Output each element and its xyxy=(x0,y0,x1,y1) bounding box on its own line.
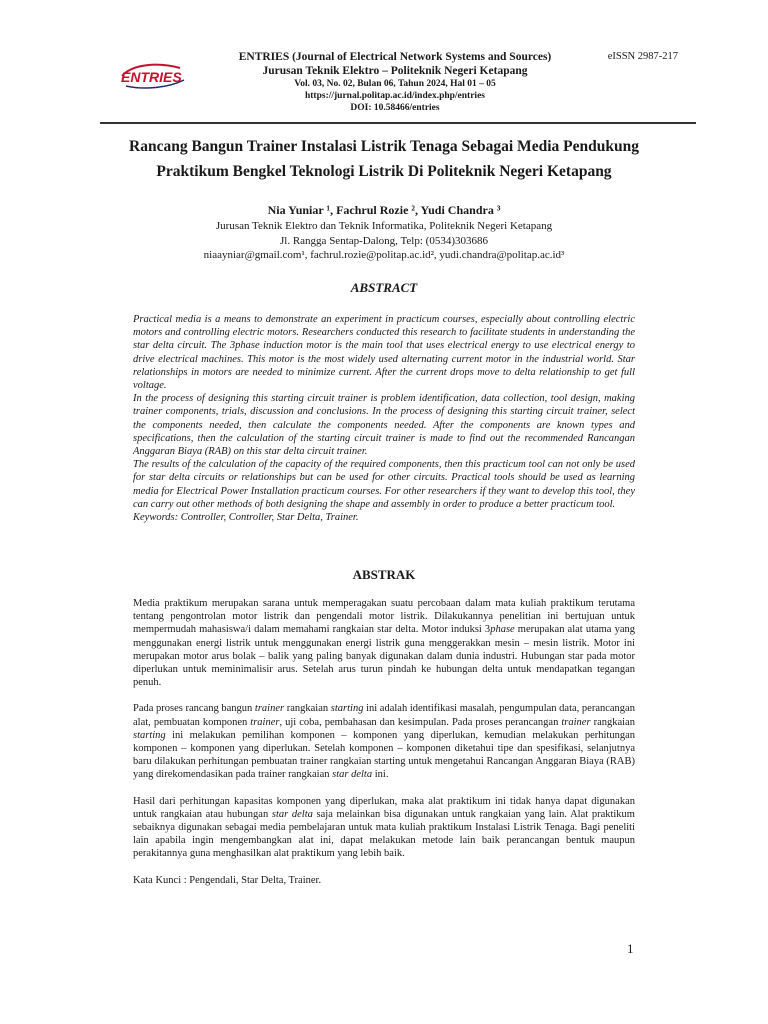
paper-title: Rancang Bangun Trainer Instalasi Listrik Tenaga Sebagai Media Pendukung Praktikum Bengkel Teknologi Listrik Di Politeknik Negeri Ketapang xyxy=(129,138,639,180)
italic-run: trainer xyxy=(250,716,280,728)
abstrak-paragraph-3 xyxy=(133,795,635,861)
journal-logo xyxy=(118,62,190,90)
abstrak-heading: ABSTRAK xyxy=(352,567,416,582)
paper-authors: Nia Yuniar ¹, Fachrul Rozie ², Yudi Chandra ³ xyxy=(267,203,501,217)
italic-run: phase xyxy=(490,624,515,636)
journal-doi: DOI: 10.58466/entries xyxy=(350,102,440,113)
page-number: 1 xyxy=(627,941,634,956)
italic-run: star delta xyxy=(271,808,313,820)
abstract-paragraph-3: The results of the calculation of the capacity of the required components, then this practicum tool can not only be used for star delta circuits or relationships but can be used for other circuits. Practical tools should be used as learning media for Electrical Power Installation practicum courses. For other researchers if they want to develop this tool, they can carry out other methods of both designing the shape and assembly in order to produce a better practicum tool. xyxy=(133,459,635,510)
text-run: Pada proses rancang bangun xyxy=(133,703,255,715)
text-run: ini melakukan pemilihan komponen – komponen yang diperlukan, kemudian melakukan perhitungan komponen – komponen yang diperlukan. Setelah komponen – komponen diketahui tipe dan spesifikasi, selanjutnya baru dilakukan perhitungan pembuatan trainer rangkaian starting untuk mengetahui Rancangan Anggaran Biaya (RAB) yang direkomendasikan pada trainer rangkaian xyxy=(133,729,635,781)
journal-department: Jurusan Teknik Elektro – Politeknik Negeri Ketapang xyxy=(262,65,528,78)
text-run: saja melainkan bisa digunakan untuk rangkaian yang lain. Alat praktikum sebaiknya digunakan sebagai media pembelajaran untuk mata kuliah praktikum Instalasi Listrik Tenaga. Bagi peneliti lain apabila ingin mengembangkan alat ini, dapat melakukan metode lain baik perancangan bentuk maupun perakitannya guna menghasilkan alat praktikum yang lebih baik. xyxy=(133,808,635,860)
abstrak-paragraph-1 xyxy=(133,597,635,689)
text-run: rangkaian xyxy=(590,716,635,728)
address: Jl. Rangga Sentap-Dalong, Telp: (0534)303686 xyxy=(280,235,488,247)
abstract-keywords: Keywords: Controller, Controller, Star Delta, Trainer. xyxy=(133,512,359,524)
journal-volume: Vol. 03, No. 02, Bulan 06, Tahun 2024, Hal 01 – 05 xyxy=(294,78,496,89)
text-run: ini adalah identifikasi masalah, pengumpulan data, perancangan alat, pembuatan komponen xyxy=(133,703,635,728)
header-rule xyxy=(100,122,696,124)
abstract-paragraph-1: Practical media is a means to demonstrate an experiment in practicum courses, especially about controlling electric motors and controlling electric motors. Researchers conducted this research to facilitate students in understanding the star delta circuit. The 3phase induction motor is the main tool that uses electrical energy to use electrical energy to drive electrical machines. This motor is the most widely used alternating current motor in the industrial world. Star relationships in motors are needed to minimize current. After the current drops move to delta relationship to get full voltage. xyxy=(133,314,635,392)
text-run: merupakan alat utama yang menggunakan energi listrik untuk menggunakan energi listrik guna menggerakkan mesin – mesin listrik. Motor ini merupakan motor arus bolak – balik yang paling banyak digunakan dalam dunia industri. Hubungan star pada motor diperlukan untuk meminimalisir arus. Setelah arus turun pindah ke hubungan delta untuk mendapatkan tegangan penuh. xyxy=(133,624,635,689)
issn: eISSN 2987-217 xyxy=(607,51,678,62)
abstract-paragraph-2: In the process of designing this starting circuit trainer is problem identification, data collection, tool design, making trainer components, trials, discussion and conclusions. In the process of designing this starting circuit trainer, select the components needed, then calculate the components needed. After the components are known types and specifications, then the calculation of the starting circuit trainer is made to find out the recommended Rancangan Anggaran Biaya (RAB) on this star delta circuit trainer. xyxy=(133,393,635,458)
italic-run: trainer xyxy=(254,703,285,715)
italic-run: starting xyxy=(330,703,364,715)
abstrak-body xyxy=(133,597,635,900)
journal-header xyxy=(210,50,580,114)
text-run: , uji coba, pembahasan dan kesimpulan. Pada proses perancangan xyxy=(279,716,562,728)
abstract-body xyxy=(133,313,635,524)
logo-wordmark: ENTRIES xyxy=(121,69,182,85)
entries-logo-icon xyxy=(118,62,190,90)
abstrak-keywords: Kata Kunci : Pengendali, Star Delta, Trainer. xyxy=(133,874,322,886)
italic-run: starting xyxy=(133,729,166,741)
affiliation: Jurusan Teknik Elektro dan Teknik Informatika, Politeknik Negeri Ketapang xyxy=(215,220,553,232)
text-run: Hasil dari perhitungan kapasitas komponen yang diperlukan, maka alat praktikum ini tidak hanya dapat digunakan untuk rangkaian atau hubungan xyxy=(133,795,635,820)
text-run: ini. xyxy=(372,769,389,781)
abstrak-paragraph-2 xyxy=(133,702,635,781)
author-emails: niaayniar@gmail.com¹, fachrul.rozie@politap.ac.id², yudi.chandra@politap.ac.id³ xyxy=(203,249,565,261)
italic-run: star delta xyxy=(332,769,373,781)
journal-name: ENTRIES (Journal of Electrical Network Systems and Sources) xyxy=(238,51,552,63)
text-run: Media praktikum merupakan sarana untuk memperagakan suatu percobaan dalam mata kuliah praktikum terutama tentang pengontrolan motor listrik dan pengendali motor listrik. Dilakukannya penelitian ini bertujuan untuk mempermudah mahasiswa/i dalam memahami rangkaian star delta. Motor induksi 3 xyxy=(133,598,635,636)
text-run: rangkaian xyxy=(284,703,331,715)
abstract-heading: ABSTRACT xyxy=(350,280,418,295)
journal-url[interactable]: https://jurnal.politap.ac.id/index.php/entries xyxy=(304,90,485,101)
italic-run: trainer xyxy=(561,716,591,728)
